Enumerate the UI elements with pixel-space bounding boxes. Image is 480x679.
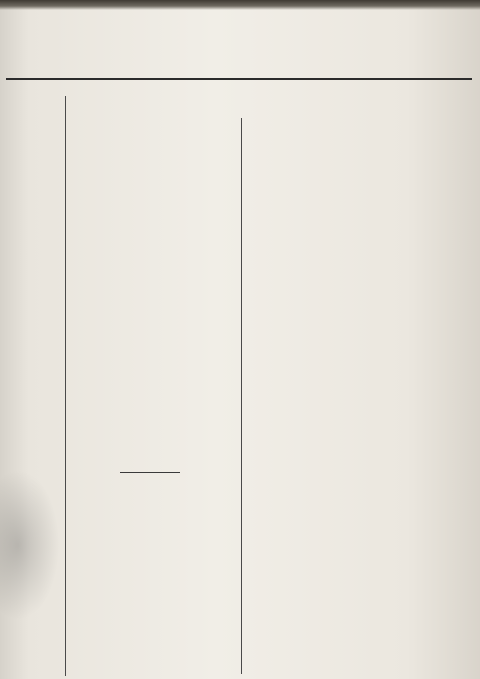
newspaper-header bbox=[6, 58, 472, 80]
section-separator bbox=[120, 472, 180, 473]
column-divider bbox=[241, 118, 242, 674]
column-divider bbox=[65, 96, 66, 676]
scan-edge bbox=[0, 0, 480, 10]
article-middle-column bbox=[71, 122, 237, 676]
article-right-column bbox=[246, 120, 468, 676]
scan-smudge bbox=[0, 470, 60, 620]
